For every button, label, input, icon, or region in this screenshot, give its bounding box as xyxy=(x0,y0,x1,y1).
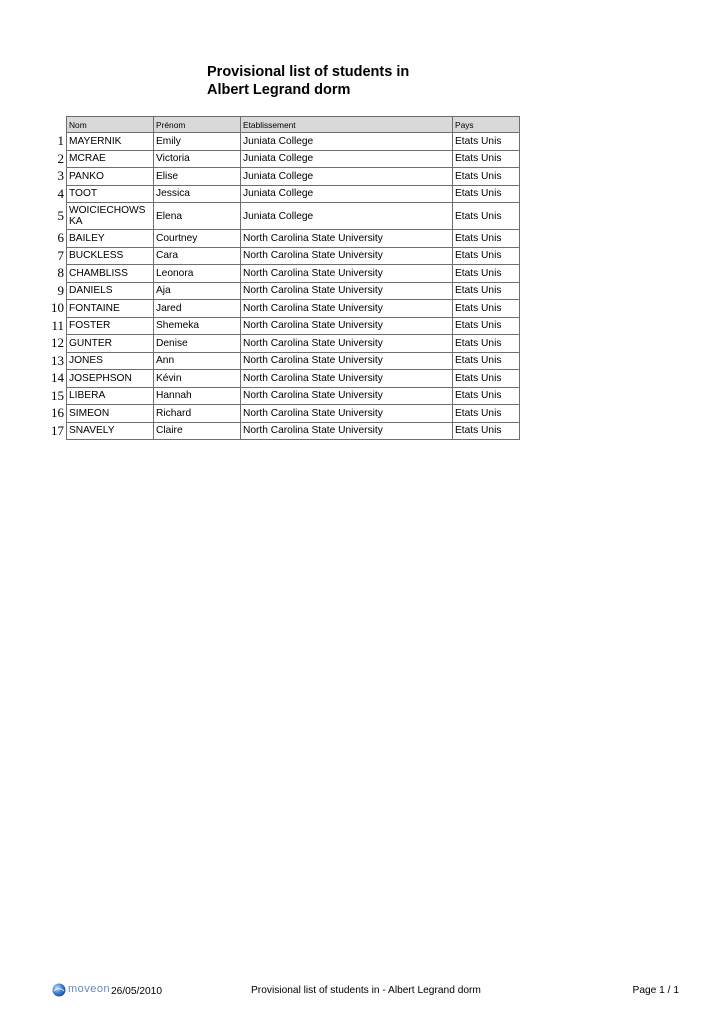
page-title xyxy=(207,63,409,99)
cell-pays: Etats Unis xyxy=(453,387,520,405)
row-number: 3 xyxy=(57,168,64,183)
cell-prenom: Emily xyxy=(154,133,241,151)
cell-etablissement: North Carolina State University xyxy=(241,387,453,405)
footer-document-title: Provisional list of students in - Albert Legrand dorm xyxy=(251,985,481,996)
cell-nom: BUCKLESS xyxy=(67,247,154,265)
row-number: 8 xyxy=(57,265,64,280)
cell-etablissement: North Carolina State University xyxy=(241,422,453,440)
column-header-prenom: Prénom xyxy=(154,117,241,133)
footer-date: 26/05/2010 xyxy=(111,986,162,997)
table-row xyxy=(67,185,520,203)
table-row xyxy=(67,422,520,440)
cell-nom: LIBERA xyxy=(67,387,154,405)
row-number: 4 xyxy=(57,185,64,201)
page-title-line-2: Albert Legrand dorm xyxy=(207,82,351,98)
moveon-logo xyxy=(52,983,112,997)
page-number: Page 1 / 1 xyxy=(632,985,679,996)
table-row xyxy=(67,150,520,168)
cell-etablissement: North Carolina State University xyxy=(241,370,453,388)
table-row xyxy=(67,370,520,388)
cell-prenom: Claire xyxy=(154,422,241,440)
table-row xyxy=(67,387,520,405)
cell-nom: MAYERNIK xyxy=(67,133,154,151)
cell-nom: DANIELS xyxy=(67,282,154,300)
column-header-etablissement: Etablissement xyxy=(241,117,453,133)
row-numbers xyxy=(40,116,64,439)
cell-prenom: Denise xyxy=(154,335,241,353)
row-number: 17 xyxy=(51,422,64,438)
cell-etablissement: Juniata College xyxy=(241,150,453,168)
cell-pays: Etats Unis xyxy=(453,282,520,300)
cell-pays: Etats Unis xyxy=(453,203,520,230)
cell-pays: Etats Unis xyxy=(453,370,520,388)
column-header-nom: Nom xyxy=(67,117,154,133)
cell-etablissement: North Carolina State University xyxy=(241,352,453,370)
cell-pays: Etats Unis xyxy=(453,335,520,353)
cell-prenom: Richard xyxy=(154,405,241,423)
cell-nom: BAILEY xyxy=(67,230,154,248)
table-row xyxy=(67,133,520,151)
row-number: 14 xyxy=(51,370,64,385)
page-footer xyxy=(0,981,725,1001)
cell-prenom: Elise xyxy=(154,168,241,186)
cell-nom: PANKO xyxy=(67,168,154,186)
cell-etablissement: Juniata College xyxy=(241,168,453,186)
cell-nom: WOICIECHOWSKA xyxy=(67,203,154,230)
row-number: 2 xyxy=(57,150,64,166)
row-number: 11 xyxy=(51,317,64,333)
cell-prenom: Courtney xyxy=(154,230,241,248)
table-row xyxy=(67,335,520,353)
cell-pays: Etats Unis xyxy=(453,168,520,186)
row-number: 9 xyxy=(57,282,64,298)
cell-etablissement: North Carolina State University xyxy=(241,282,453,300)
cell-prenom: Aja xyxy=(154,282,241,300)
cell-nom: SIMEON xyxy=(67,405,154,423)
cell-etablissement: Juniata College xyxy=(241,203,453,230)
cell-pays: Etats Unis xyxy=(453,300,520,318)
cell-nom: JOSEPHSON xyxy=(67,370,154,388)
table-row xyxy=(67,265,520,283)
cell-pays: Etats Unis xyxy=(453,352,520,370)
cell-nom: JONES xyxy=(67,352,154,370)
cell-etablissement: Juniata College xyxy=(241,185,453,203)
row-number: 6 xyxy=(57,230,64,245)
cell-prenom: Shemeka xyxy=(154,317,241,335)
cell-prenom: Victoria xyxy=(154,150,241,168)
cell-nom: FOSTER xyxy=(67,317,154,335)
cell-etablissement: North Carolina State University xyxy=(241,265,453,283)
cell-etablissement: Juniata College xyxy=(241,133,453,151)
table-header-row xyxy=(67,117,520,133)
row-number: 7 xyxy=(57,247,64,263)
row-number-header-spacer xyxy=(40,116,64,132)
row-number: 13 xyxy=(51,352,64,368)
cell-pays: Etats Unis xyxy=(453,230,520,248)
cell-pays: Etats Unis xyxy=(453,317,520,335)
cell-prenom: Kévin xyxy=(154,370,241,388)
cell-etablissement: North Carolina State University xyxy=(241,405,453,423)
cell-prenom: Elena xyxy=(154,203,241,230)
cell-etablissement: North Carolina State University xyxy=(241,247,453,265)
page-title-line-1: Provisional list of students in xyxy=(207,64,410,80)
table-row xyxy=(67,300,520,318)
table-row xyxy=(67,203,520,230)
globe-icon xyxy=(52,983,66,997)
cell-nom: GUNTER xyxy=(67,335,154,353)
cell-prenom: Jared xyxy=(154,300,241,318)
cell-nom: CHAMBLISS xyxy=(67,265,154,283)
cell-etablissement: North Carolina State University xyxy=(241,335,453,353)
cell-pays: Etats Unis xyxy=(453,247,520,265)
table-row xyxy=(67,230,520,248)
cell-prenom: Hannah xyxy=(154,387,241,405)
table-row xyxy=(67,247,520,265)
cell-pays: Etats Unis xyxy=(453,133,520,151)
cell-etablissement: North Carolina State University xyxy=(241,317,453,335)
cell-nom: TOOT xyxy=(67,185,154,203)
table-row xyxy=(67,168,520,186)
column-header-pays: Pays xyxy=(453,117,520,133)
row-number: 5 xyxy=(57,208,64,223)
cell-prenom: Leonora xyxy=(154,265,241,283)
cell-pays: Etats Unis xyxy=(453,422,520,440)
table-row xyxy=(67,317,520,335)
cell-etablissement: North Carolina State University xyxy=(241,300,453,318)
cell-prenom: Jessica xyxy=(154,185,241,203)
table-row xyxy=(67,352,520,370)
table-row xyxy=(67,405,520,423)
row-number: 15 xyxy=(51,387,64,403)
cell-pays: Etats Unis xyxy=(453,265,520,283)
cell-nom: MCRAE xyxy=(67,150,154,168)
row-number: 16 xyxy=(51,405,64,420)
cell-prenom: Ann xyxy=(154,352,241,370)
cell-pays: Etats Unis xyxy=(453,150,520,168)
cell-etablissement: North Carolina State University xyxy=(241,230,453,248)
cell-nom: SNAVELY xyxy=(67,422,154,440)
row-number: 12 xyxy=(51,335,64,350)
student-table xyxy=(66,116,520,440)
cell-pays: Etats Unis xyxy=(453,405,520,423)
logo-text: moveon xyxy=(68,983,111,995)
cell-prenom: Cara xyxy=(154,247,241,265)
row-number: 10 xyxy=(51,300,64,315)
cell-pays: Etats Unis xyxy=(453,185,520,203)
table-row xyxy=(67,282,520,300)
row-number: 1 xyxy=(57,133,64,148)
cell-nom: FONTAINE xyxy=(67,300,154,318)
